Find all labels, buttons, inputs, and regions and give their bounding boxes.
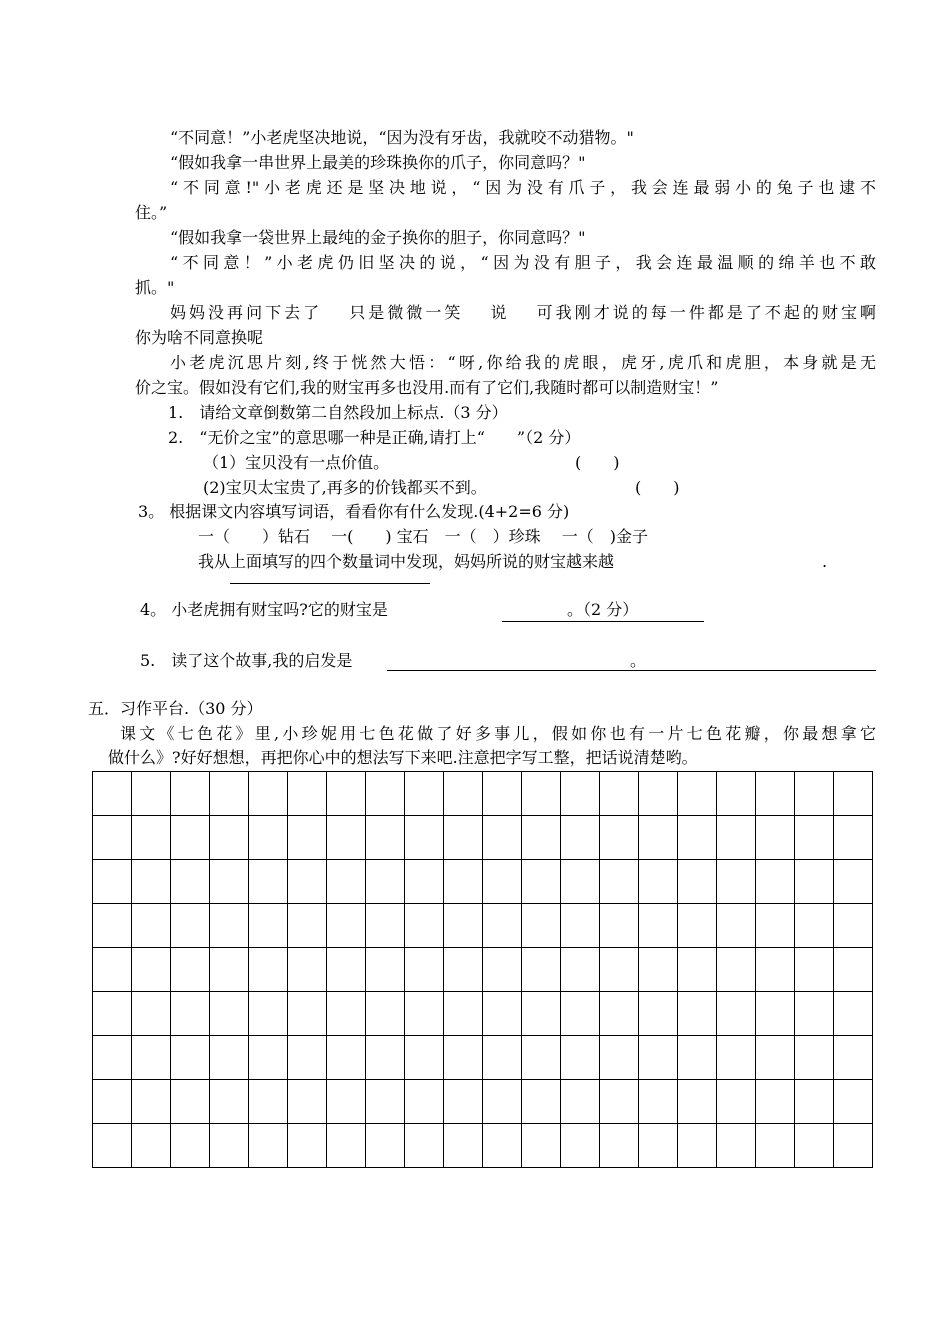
writing-grid-cell[interactable] [561,772,600,816]
writing-grid-cell[interactable] [639,816,678,860]
question-4-end: 。（2 分） [567,600,639,619]
writing-grid-row [93,860,873,904]
writing-grid-cell[interactable] [249,904,288,948]
writing-grid-cell[interactable] [522,860,561,904]
writing-grid-cell[interactable] [171,948,210,992]
writing-grid-cell[interactable] [210,772,249,816]
writing-grid-cell[interactable] [717,1124,756,1168]
question-5-end: 。 [630,651,647,670]
writing-grid-cell[interactable] [249,816,288,860]
writing-grid-cell[interactable] [444,1080,483,1124]
writing-grid-cell[interactable] [678,860,717,904]
writing-grid-cell[interactable] [678,948,717,992]
writing-grid-row [93,992,873,1036]
writing-grid-cell[interactable] [678,1036,717,1080]
writing-grid-cell[interactable] [366,948,405,992]
question-3-answer-line[interactable] [230,583,430,584]
writing-grid-cell[interactable] [561,1036,600,1080]
writing-grid-cell[interactable] [366,816,405,860]
story-paragraph-5-line-2: 抓。" [135,278,175,297]
writing-grid-cell[interactable] [171,1036,210,1080]
writing-grid-cell[interactable] [483,992,522,1036]
story-paragraph-3-line-2: 住。” [135,203,168,222]
writing-grid-cell[interactable] [210,992,249,1036]
writing-grid-cell[interactable] [834,860,873,904]
writing-grid-cell[interactable] [717,992,756,1036]
story-paragraph-6-line-2: 你为啥不同意换呢 [135,328,264,347]
writing-grid-cell[interactable] [834,816,873,860]
writing-grid-cell[interactable] [834,1036,873,1080]
writing-grid-cell[interactable] [678,992,717,1036]
writing-grid-row [93,904,873,948]
question-5: 5. 读了这个故事,我的启发是 [140,651,353,670]
writing-grid-cell[interactable] [405,992,444,1036]
writing-grid-cell[interactable] [600,1124,639,1168]
writing-grid-cell[interactable] [522,1124,561,1168]
writing-grid-cell[interactable] [93,1036,132,1080]
writing-grid-cell[interactable] [639,1124,678,1168]
question-3-fill-blanks[interactable]: 一（ ）钻石 一( ) 宝石 一（ ）珍珠 一（ )金子 [198,527,648,546]
composition-prompt-line-1: 课文《七色花》里,小珍妮用七色花做了好多事儿，假如你也有一片七色花瓣，你最想拿它 [120,724,876,743]
story-paragraph-7-line-2: 价之宝。假如没有它们,我的财宝再多也没用.而有了它们,我随时都可以制造财宝！” [135,378,719,397]
writing-grid-row [93,1080,873,1124]
writing-grid-row [93,1036,873,1080]
writing-grid-cell[interactable] [405,860,444,904]
writing-grid-cell[interactable] [795,816,834,860]
question-2-option-1: （1）宝贝没有一点价值。 [203,453,390,472]
writing-grid-cell[interactable] [639,992,678,1036]
writing-grid-cell[interactable] [834,948,873,992]
writing-grid-cell[interactable] [795,1036,834,1080]
writing-grid-cell[interactable] [717,816,756,860]
writing-grid-cell[interactable] [600,1036,639,1080]
writing-grid-cell[interactable] [756,1080,795,1124]
story-paragraph-4: “假如我拿一袋世界上最纯的金子换你的胆子，你同意吗？" [170,228,586,247]
story-paragraph-2: “假如我拿一串世界上最美的珍珠换你的爪子，你同意吗？" [170,153,586,172]
writing-grid-cell[interactable] [93,904,132,948]
writing-grid-cell[interactable] [756,772,795,816]
writing-grid-cell[interactable] [366,1124,405,1168]
writing-grid-cell[interactable] [210,816,249,860]
writing-grid-cell[interactable] [639,904,678,948]
writing-grid-cell[interactable] [561,992,600,1036]
writing-grid-cell[interactable] [834,992,873,1036]
question-2-option-2: (2)宝贝太宝贵了,再多的价钱都买不到。 [203,478,487,497]
writing-grid-cell[interactable] [561,904,600,948]
writing-grid-cell[interactable] [132,816,171,860]
writing-grid-cell[interactable] [717,1036,756,1080]
writing-grid-cell[interactable] [171,1124,210,1168]
writing-grid-cell[interactable] [795,904,834,948]
writing-grid-cell[interactable] [327,1124,366,1168]
writing-grid-cell[interactable] [132,1080,171,1124]
writing-grid-cell[interactable] [288,904,327,948]
writing-grid-cell[interactable] [522,1080,561,1124]
writing-grid[interactable] [92,771,873,1168]
writing-grid-cell[interactable] [600,1080,639,1124]
writing-grid-cell[interactable] [444,948,483,992]
writing-grid-cell[interactable] [678,772,717,816]
writing-grid-cell[interactable] [717,904,756,948]
writing-grid-cell[interactable] [444,860,483,904]
writing-grid-cell[interactable] [288,816,327,860]
writing-grid-cell[interactable] [288,1124,327,1168]
writing-grid-cell[interactable] [405,816,444,860]
writing-grid-cell[interactable] [561,860,600,904]
writing-grid-cell[interactable] [288,772,327,816]
writing-grid-cell[interactable] [600,860,639,904]
writing-grid-cell[interactable] [522,816,561,860]
writing-grid-cell[interactable] [327,1080,366,1124]
writing-grid-cell[interactable] [288,1036,327,1080]
question-2-option-2-answer[interactable]: ( ) [635,478,680,497]
writing-grid-cell[interactable] [288,948,327,992]
writing-grid-cell[interactable] [678,816,717,860]
writing-grid-cell[interactable] [561,1124,600,1168]
writing-grid-cell[interactable] [405,948,444,992]
writing-grid-cell[interactable] [834,1080,873,1124]
question-3-discovery: 我从上面填写的四个数量词中发现，妈妈所说的财宝越来越 [198,552,615,571]
writing-grid-row [93,948,873,992]
writing-grid-cell[interactable] [639,1080,678,1124]
story-paragraph-3-line-1: “不同意!"小老虎还是坚决地说，“因为没有爪子，我会连最弱小的兔子也逮不 [170,178,876,197]
writing-grid-cell[interactable] [483,772,522,816]
writing-grid-cell[interactable] [639,772,678,816]
writing-grid-cell[interactable] [366,860,405,904]
writing-grid-cell[interactable] [756,860,795,904]
writing-grid-cell[interactable] [795,772,834,816]
question-2-option-1-answer[interactable]: ( ) [575,453,620,472]
writing-grid-cell[interactable] [561,816,600,860]
writing-grid-cell[interactable] [483,1080,522,1124]
writing-grid-cell[interactable] [249,948,288,992]
writing-grid-cell[interactable] [483,1124,522,1168]
writing-grid-cell[interactable] [249,772,288,816]
writing-grid-cell[interactable] [132,860,171,904]
writing-grid-cell[interactable] [834,1124,873,1168]
writing-grid-cell[interactable] [756,904,795,948]
writing-grid-cell[interactable] [288,860,327,904]
writing-grid-cell[interactable] [327,772,366,816]
writing-grid-cell[interactable] [678,1124,717,1168]
writing-grid-cell[interactable] [327,1036,366,1080]
writing-grid-cell[interactable] [93,992,132,1036]
writing-grid-cell[interactable] [639,860,678,904]
writing-grid-cell[interactable] [795,860,834,904]
writing-grid-cell[interactable] [444,904,483,948]
writing-grid-row [93,816,873,860]
writing-grid-cell[interactable] [249,860,288,904]
writing-grid-cell[interactable] [132,992,171,1036]
writing-grid-cell[interactable] [444,816,483,860]
question-3-end-mark: . [822,552,828,571]
writing-grid-cell[interactable] [288,992,327,1036]
writing-grid-cell[interactable] [210,1036,249,1080]
writing-grid-cell[interactable] [405,1036,444,1080]
writing-grid-cell[interactable] [678,1080,717,1124]
writing-grid-cell[interactable] [171,772,210,816]
writing-grid-cell[interactable] [834,772,873,816]
writing-grid-cell[interactable] [366,772,405,816]
writing-grid-cell[interactable] [210,1080,249,1124]
writing-grid-cell[interactable] [93,1080,132,1124]
writing-grid-cell[interactable] [366,904,405,948]
writing-grid-cell[interactable] [444,992,483,1036]
writing-grid-cell[interactable] [483,1036,522,1080]
composition-heading: 五．习作平台.（30 分） [88,699,263,718]
writing-grid-cell[interactable] [444,772,483,816]
writing-grid-cell[interactable] [795,1124,834,1168]
writing-grid-cell[interactable] [93,860,132,904]
writing-grid-cell[interactable] [717,948,756,992]
writing-grid-cell[interactable] [327,904,366,948]
writing-grid-cell[interactable] [678,904,717,948]
writing-grid-cell[interactable] [210,1124,249,1168]
writing-grid-cell[interactable] [756,816,795,860]
writing-grid-cell[interactable] [717,860,756,904]
writing-grid-cell[interactable] [483,816,522,860]
writing-grid-cell[interactable] [795,948,834,992]
writing-grid-cell[interactable] [171,992,210,1036]
writing-grid-cell[interactable] [327,992,366,1036]
question-3: 3。 根据课文内容填写词语，看看你有什么发现.(4+2=6 分) [138,502,570,521]
writing-grid-cell[interactable] [834,904,873,948]
writing-grid-cell[interactable] [600,904,639,948]
writing-grid-cell[interactable] [522,992,561,1036]
writing-grid-cell[interactable] [483,860,522,904]
story-paragraph-1: “不同意！”小老虎坚决地说，“因为没有牙齿，我就咬不动猎物。" [170,128,634,147]
writing-grid-cell[interactable] [717,772,756,816]
story-paragraph-5-line-1: “不同意！”小老虎仍旧坚决的说，“因为没有胆子，我会连最温顺的绵羊也不敢 [170,253,876,272]
writing-grid-cell[interactable] [600,948,639,992]
writing-grid-cell[interactable] [327,948,366,992]
writing-grid-cell[interactable] [483,948,522,992]
writing-grid-cell[interactable] [249,1080,288,1124]
writing-grid-cell[interactable] [639,948,678,992]
question-4-answer-line[interactable] [502,621,704,622]
writing-grid-cell[interactable] [366,1080,405,1124]
writing-grid-cell[interactable] [600,772,639,816]
writing-grid-cell[interactable] [171,904,210,948]
story-paragraph-7-line-1: 小老虎沉思片刻,终于恍然大悟：“呀,你给我的虎眼，虎牙,虎爪和虎胆，本身就是无 [170,353,876,372]
writing-grid-cell[interactable] [405,1124,444,1168]
writing-grid-cell[interactable] [756,992,795,1036]
writing-grid-cell[interactable] [795,1080,834,1124]
writing-grid-cell[interactable] [327,860,366,904]
writing-grid-cell[interactable] [405,1080,444,1124]
writing-grid-cell[interactable] [132,1036,171,1080]
writing-grid-cell[interactable] [210,904,249,948]
writing-grid-cell[interactable] [444,1124,483,1168]
writing-grid-cell[interactable] [561,948,600,992]
writing-grid-cell[interactable] [249,992,288,1036]
writing-grid-cell[interactable] [717,1080,756,1124]
writing-grid-cell[interactable] [756,1036,795,1080]
writing-grid-cell[interactable] [93,1124,132,1168]
writing-grid-cell[interactable] [249,1124,288,1168]
writing-grid-cell[interactable] [132,772,171,816]
writing-grid-row [93,772,873,816]
writing-grid-cell[interactable] [132,1124,171,1168]
question-2: 2. “无价之宝”的意思哪一种是正确,请打上“ ”（2 分） [168,428,581,447]
writing-grid-cell[interactable] [756,1124,795,1168]
writing-grid-cell[interactable] [561,1080,600,1124]
writing-grid-cell[interactable] [756,948,795,992]
question-5-answer-line[interactable] [387,670,876,671]
writing-grid-cell[interactable] [366,1036,405,1080]
writing-grid-cell[interactable] [171,816,210,860]
writing-grid-cell[interactable] [522,904,561,948]
writing-grid-cell[interactable] [132,948,171,992]
writing-grid-cell[interactable] [444,1036,483,1080]
writing-grid-cell[interactable] [405,772,444,816]
writing-grid-cell[interactable] [405,904,444,948]
writing-grid-cell[interactable] [639,1036,678,1080]
writing-grid-cell[interactable] [522,948,561,992]
writing-grid-cell[interactable] [171,1080,210,1124]
writing-grid-cell[interactable] [522,1036,561,1080]
writing-grid-cell[interactable] [522,772,561,816]
writing-grid-cell[interactable] [483,904,522,948]
writing-grid-cell[interactable] [288,1080,327,1124]
writing-grid-cell[interactable] [600,816,639,860]
writing-grid-cell[interactable] [171,860,210,904]
question-4: 4。 小老虎拥有财宝吗?它的财宝是 [140,600,388,619]
writing-grid-cell[interactable] [210,948,249,992]
writing-grid-cell[interactable] [795,992,834,1036]
writing-grid-cell[interactable] [210,860,249,904]
writing-grid-cell[interactable] [93,816,132,860]
composition-prompt-line-2: 做什么》?好好想想，再把你心中的想法写下来吧.注意把字写工整，把话说清楚哟。 [108,748,698,767]
writing-grid-row [93,1124,873,1168]
writing-grid-cell[interactable] [600,992,639,1036]
writing-grid-cell[interactable] [93,772,132,816]
story-paragraph-6-line-1: 妈妈没再问下去了 只是微微一笑 说 可我刚才说的每一件都是了不起的财宝啊 [170,303,876,322]
writing-grid-cell[interactable] [366,992,405,1036]
writing-grid-cell[interactable] [249,1036,288,1080]
writing-grid-cell[interactable] [327,816,366,860]
writing-grid-cell[interactable] [132,904,171,948]
writing-grid-cell[interactable] [93,948,132,992]
question-1: 1. 请给文章倒数第二自然段加上标点.（3 分） [168,403,508,422]
